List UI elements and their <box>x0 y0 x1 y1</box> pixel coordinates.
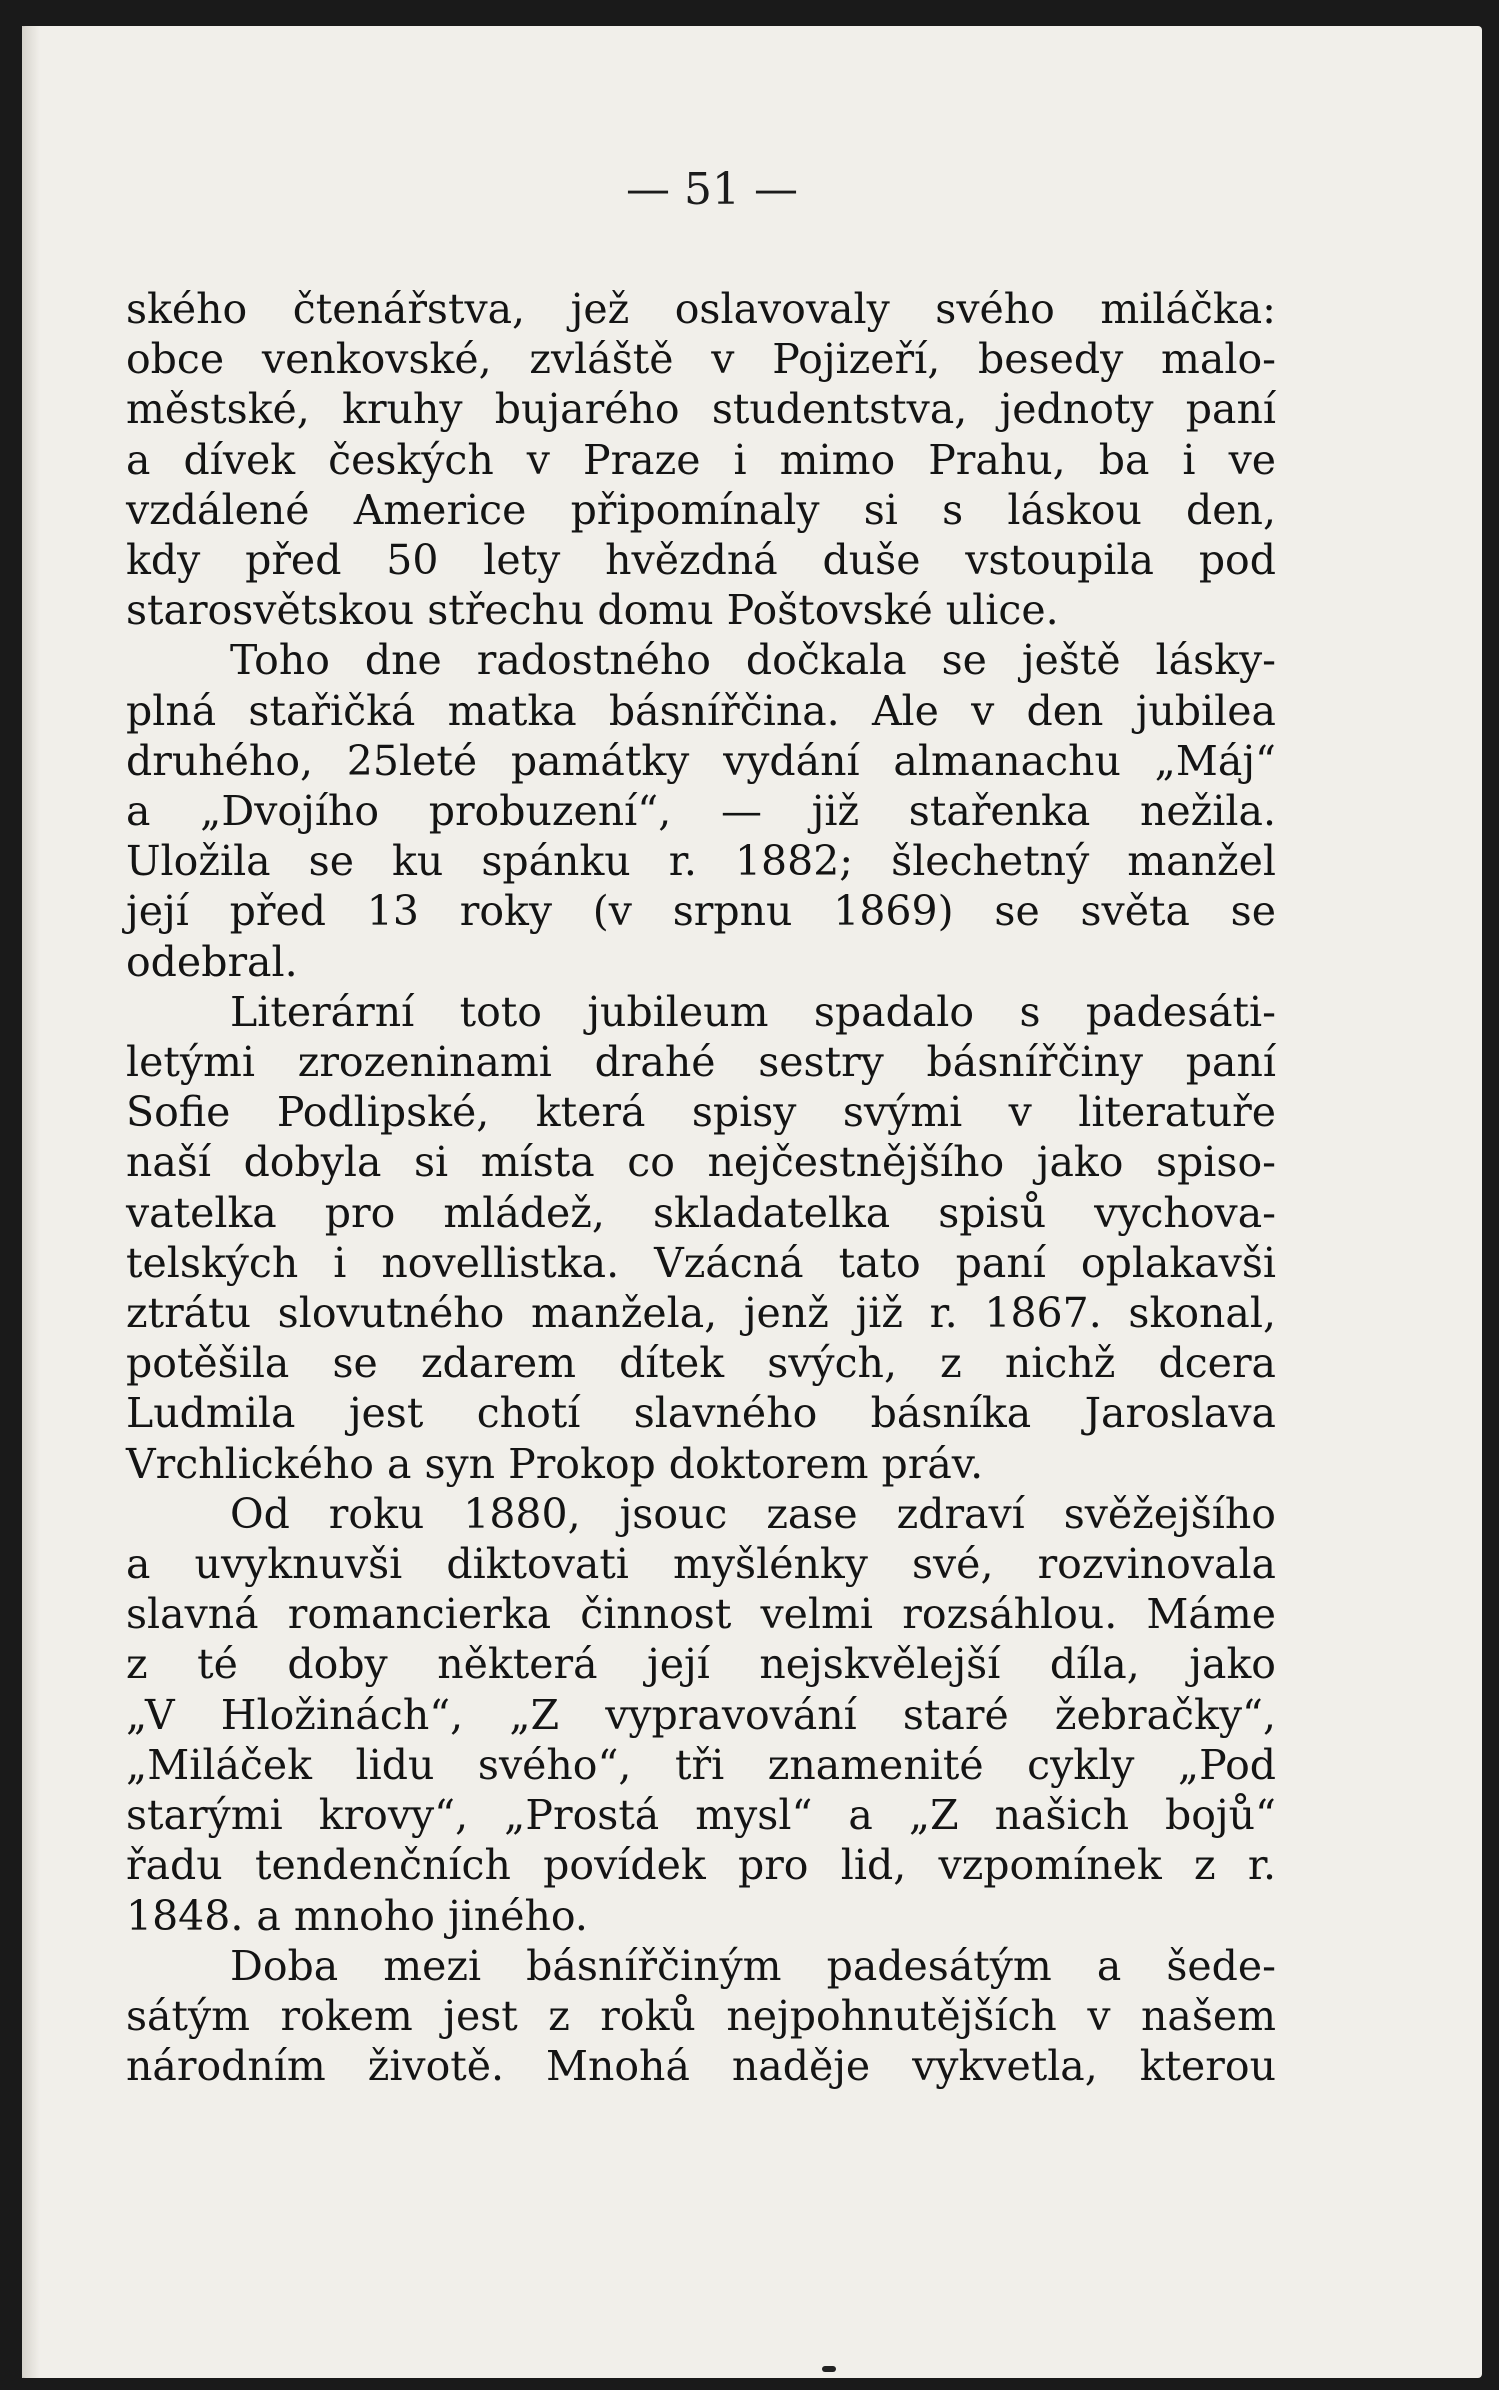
paragraph-2 <box>126 635 1276 986</box>
text-line: ského čtenářstva, jež oslavovaly svého miláčka: <box>126 285 1276 333</box>
text-line: starosvětskou střechu domu Poštovské ulice. <box>126 586 1059 635</box>
body-text <box>126 284 1276 2091</box>
text-line: telských i novellistka. Vzácná tato paní oplakavši <box>126 1238 1276 1287</box>
text-line: 1848. a mnoho jiného. <box>126 1891 588 1940</box>
paragraph-5 <box>126 1941 1276 2092</box>
text-line: plná stařičká matka básnířčina. Ale v den jubilea <box>126 686 1276 735</box>
text-line: Uložila se ku spánku r. 1882; šlechetný manžel <box>126 837 1276 886</box>
text-line: Doba mezi básnířčiným padesátým a šede- <box>230 1941 1276 1990</box>
text-line: „V Hložinách“, „Z vypravování staré žebračky“, <box>126 1690 1276 1739</box>
text-line: ztrátu slovutného manžela, jenž již r. 1867. skonal, <box>126 1289 1276 1338</box>
text-line: Sofie Podlipské, která spisy svými v literatuře <box>126 1088 1276 1137</box>
text-line: a dívek českých v Praze i mimo Prahu, ba i ve <box>126 435 1276 484</box>
book-page <box>22 26 1482 2378</box>
text-line: řadu tendenčních povídek pro lid, vzpomínek z r. <box>126 1841 1276 1890</box>
text-line: Vrchlického a syn Prokop doktorem práv. <box>126 1439 984 1488</box>
text-line: naší dobyla si místa co nejčestnějšího jako spiso- <box>126 1138 1276 1187</box>
text-line: vatelka pro mládež, skladatelka spisů vychova- <box>126 1188 1276 1237</box>
text-line: z té doby některá její nejskvělejší díla, jako <box>126 1640 1276 1689</box>
text-line: druhého, 25leté památky vydání almanachu „Máj“ <box>126 736 1276 785</box>
text-line: „Miláček lidu svého“, tři znamenité cykly „Pod <box>126 1740 1276 1789</box>
page-number: — 51 — <box>626 164 798 215</box>
text-line: letými zrozeninami drahé sestry básnířčiny paní <box>126 1038 1276 1087</box>
text-line: její před 13 roky (v srpnu 1869) se světa se <box>126 887 1276 936</box>
text-line: slavná romancierka činnost velmi rozsáhlou. Máme <box>126 1590 1276 1639</box>
text-line: městské, kruhy bujarého studentstva, jednoty paní <box>126 385 1276 434</box>
text-line: Literární toto jubileum spadalo s padesáti- <box>230 987 1276 1036</box>
text-line: vzdálené Americe připomínaly si s láskou den, <box>126 485 1276 534</box>
text-line: potěšila se zdarem dítek svých, z nichž dcera <box>126 1339 1276 1388</box>
text-line: Toho dne radostného dočkala se ještě lásky- <box>230 636 1276 685</box>
text-line: obce venkovské, zvláště v Pojizeří, besedy malo- <box>126 335 1276 384</box>
text-line: starými krovy“, „Prostá mysl“ a „Z našich bojů“ <box>126 1791 1276 1840</box>
text-line: národním životě. Mnohá naděje vykvetla, kterou <box>126 2042 1276 2091</box>
text-line: kdy před 50 lety hvězdná duše vstoupila pod <box>126 536 1276 585</box>
paragraph-1 <box>126 284 1276 635</box>
paragraph-4 <box>126 1489 1276 1941</box>
text-line: a „Dvojího probuzení“, — již stařenka nežila. <box>126 787 1276 836</box>
text-line: Ludmila jest chotí slavného básníka Jaroslava <box>126 1389 1276 1438</box>
text-line: Od roku 1880, jsouc zase zdraví svěžejšího <box>230 1489 1276 1538</box>
text-line: sátým rokem jest z roků nejpohnutějších v našem <box>126 1991 1276 2040</box>
ink-speck <box>822 2366 836 2372</box>
text-line: a uvyknuvši diktovati myšlénky své, rozvinovala <box>126 1540 1276 1589</box>
text-line: odebral. <box>126 937 298 986</box>
paragraph-3 <box>126 987 1276 1489</box>
